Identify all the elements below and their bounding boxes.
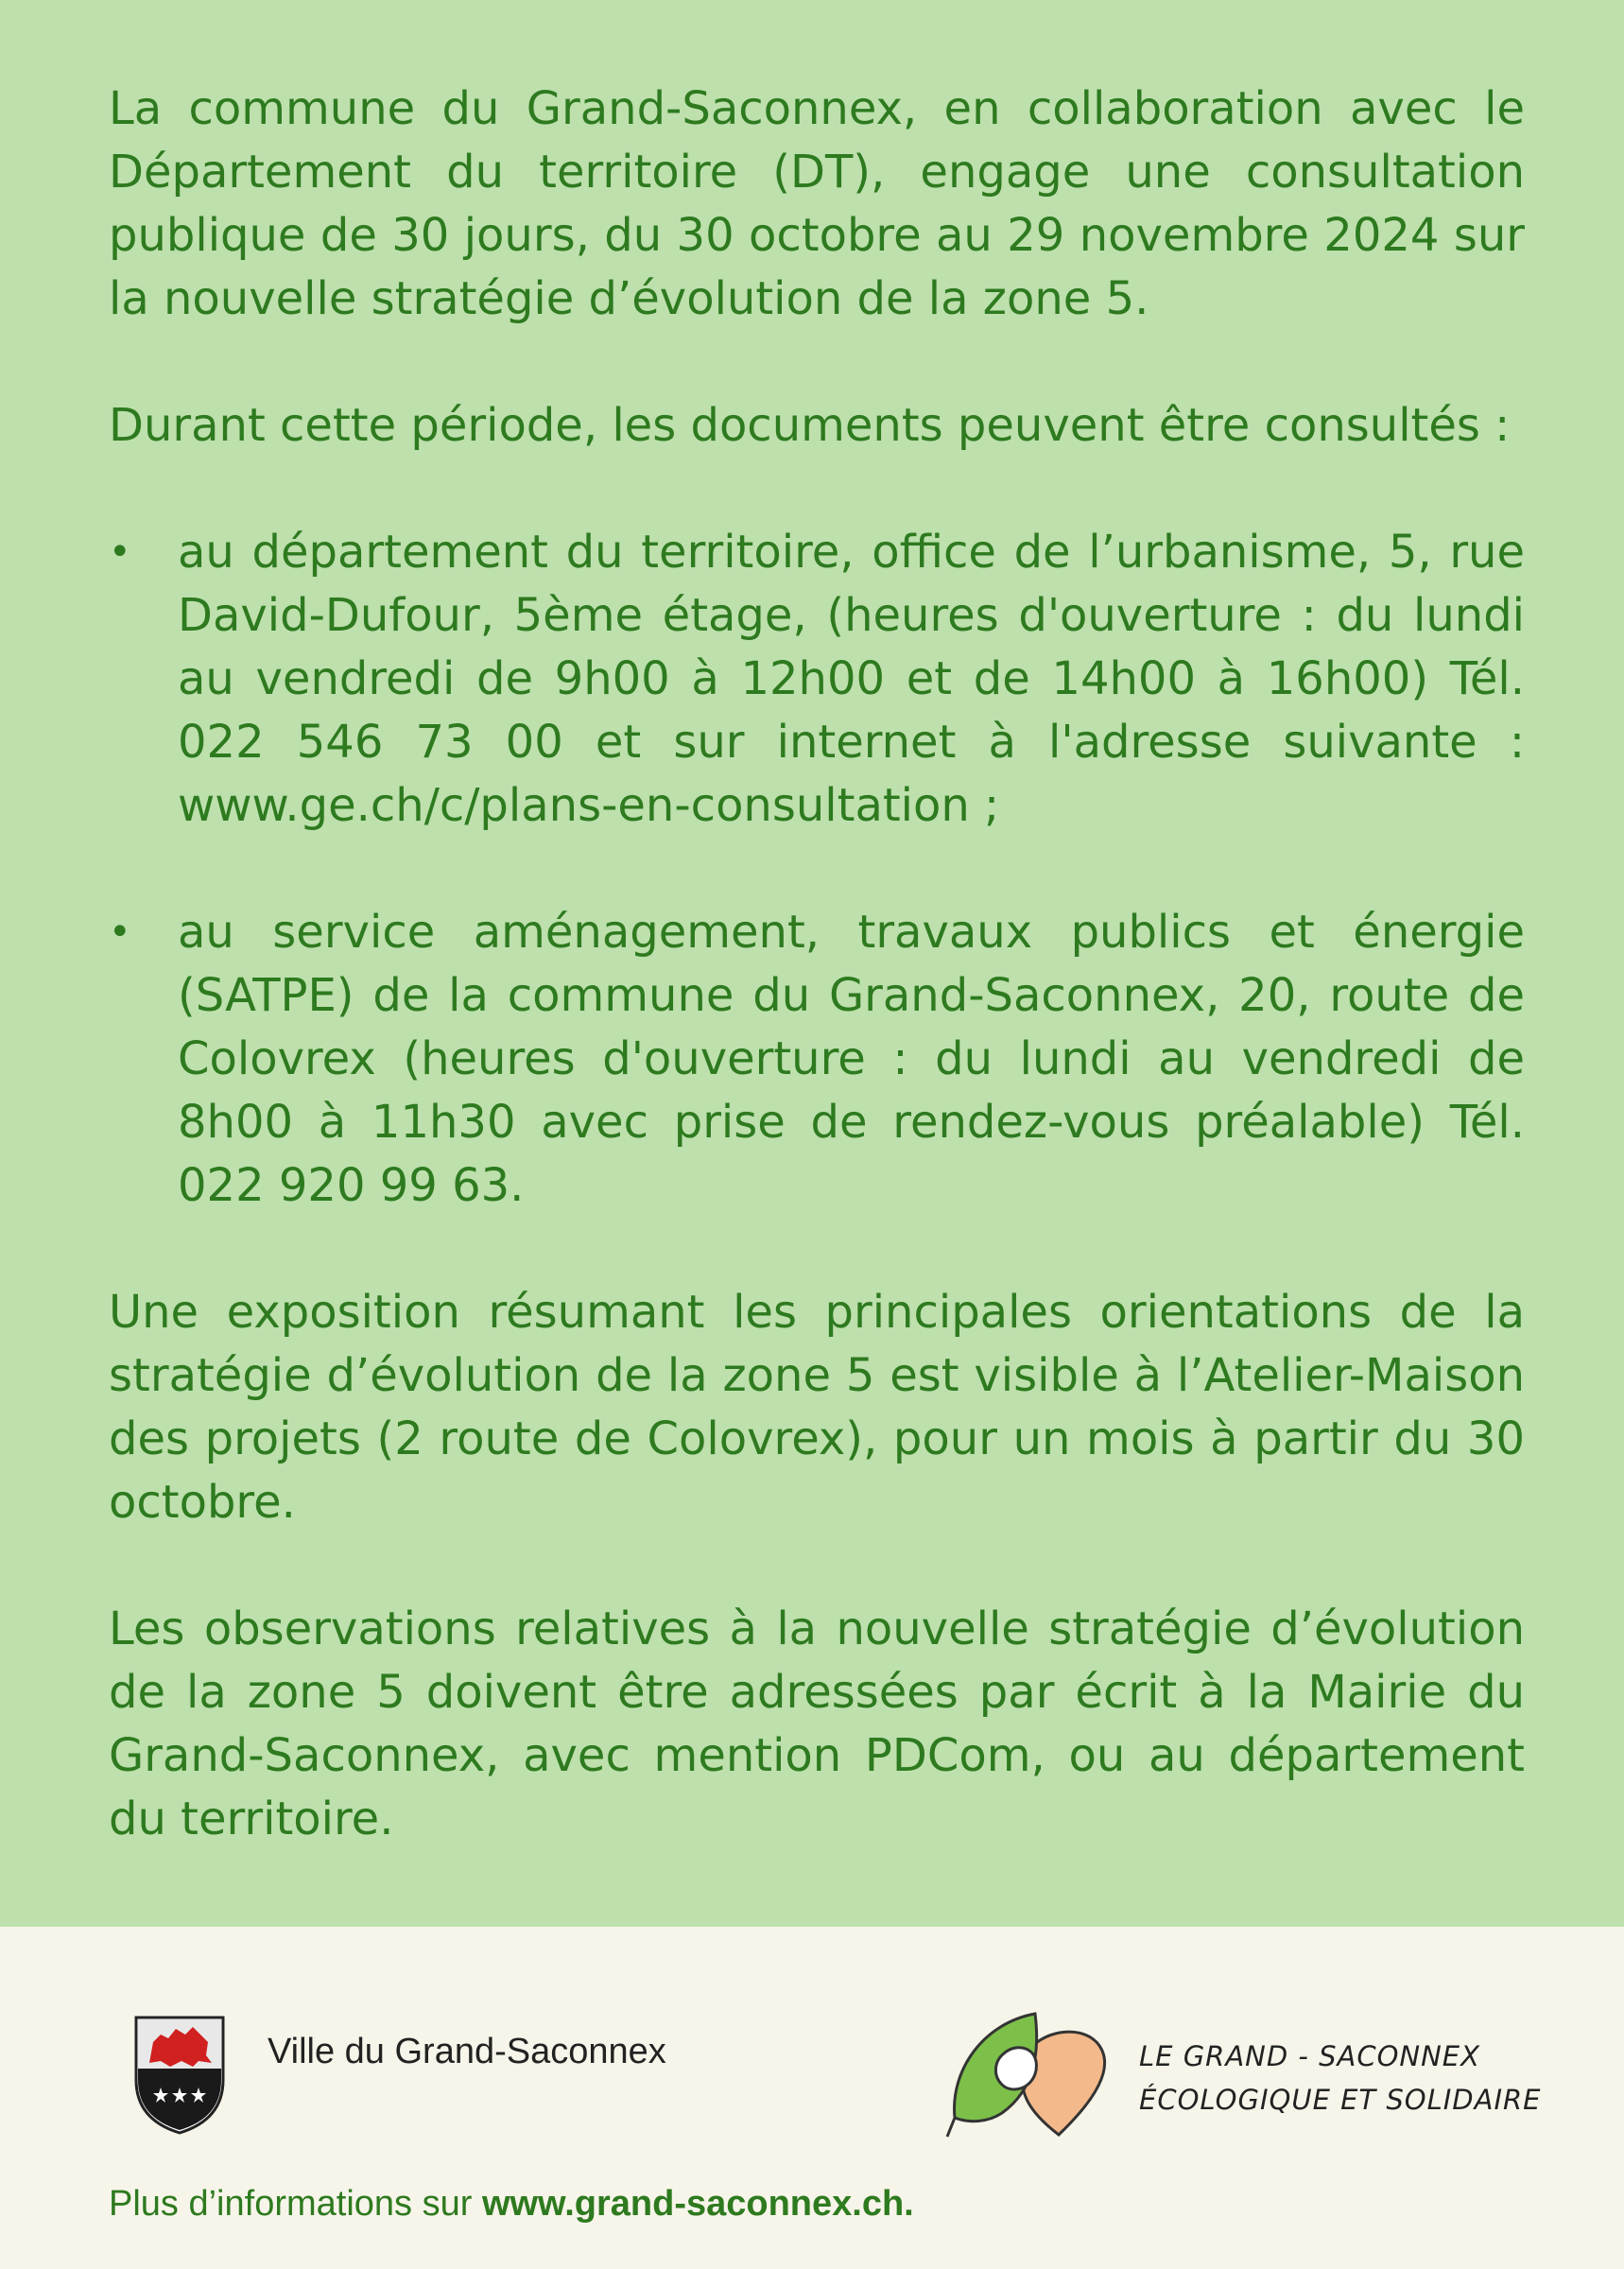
bullet-text: au département du territoire, office de l’urbanisme, 5, rue David-Dufour, 5ème étage, (heures d'ouverture : du lundi au vendredi de 9h00 à 12h00 et de 14h00 à 16h00) Tél. 022 546 73 00 et sur internet à l'adresse suivante : www.ge.ch/c/plans-en-consultation ; [178,526,1525,832]
bullet-text: au service aménagement, travaux publics et énergie (SATPE) de la commune du Grand-Saconnex, 20, route de Colovrex (heures d'ouverture : du lundi au vendredi de 8h00 à 11h30 avec prise de rendez-vous préalable) Tél. 022 920 99 63. [178,906,1525,1212]
intro-paragraph: La commune du Grand-Saconnex, en collaboration avec le Département du territoire (DT), engage une consultation publique de 30 jours, du 30 octobre au 29 novembre 2024 sur la nouvelle stratégie d’évolution de la zone 5. [109,82,1525,325]
observations-paragraph: Les observations relatives à la nouvelle stratégie d’évolution de la zone 5 doivent être adressées par écrit à la Mairie du Grand-Saconnex, avec mention PDCom, ou au département du territoire. [109,1602,1525,1845]
bullet-icon: • [109,530,131,574]
eco-title: LE GRAND - SACONNEX [1139,2040,1480,2072]
list-item [109,901,1525,1218]
more-info [109,2184,914,2225]
exposition-paragraph: Une exposition résumant les principales orientations de la stratégie d’évolution de la zone 5 est visible à l’Atelier-Maison des projets (2 route de Colovrex), pour un mois à partir du 30 octobre. [109,1286,1525,1529]
main-content [109,78,1525,1851]
website-link[interactable]: www.grand-saconnex.ch. [481,2184,914,2224]
ville-label: Ville du Grand-Saconnex [268,2032,666,2071]
period-intro: Durant cette période, les documents peuvent être consultés : [109,399,1511,452]
list-item [109,521,1525,838]
more-info-prefix: Plus d’informations sur [109,2184,482,2224]
bullet-icon: • [109,910,131,954]
eco-subtitle: ÉCOLOGIQUE ET SOLIDAIRE [1139,2084,1542,2116]
crest-icon [132,2014,227,2137]
leaf-heart-logo-icon [945,2004,1115,2141]
